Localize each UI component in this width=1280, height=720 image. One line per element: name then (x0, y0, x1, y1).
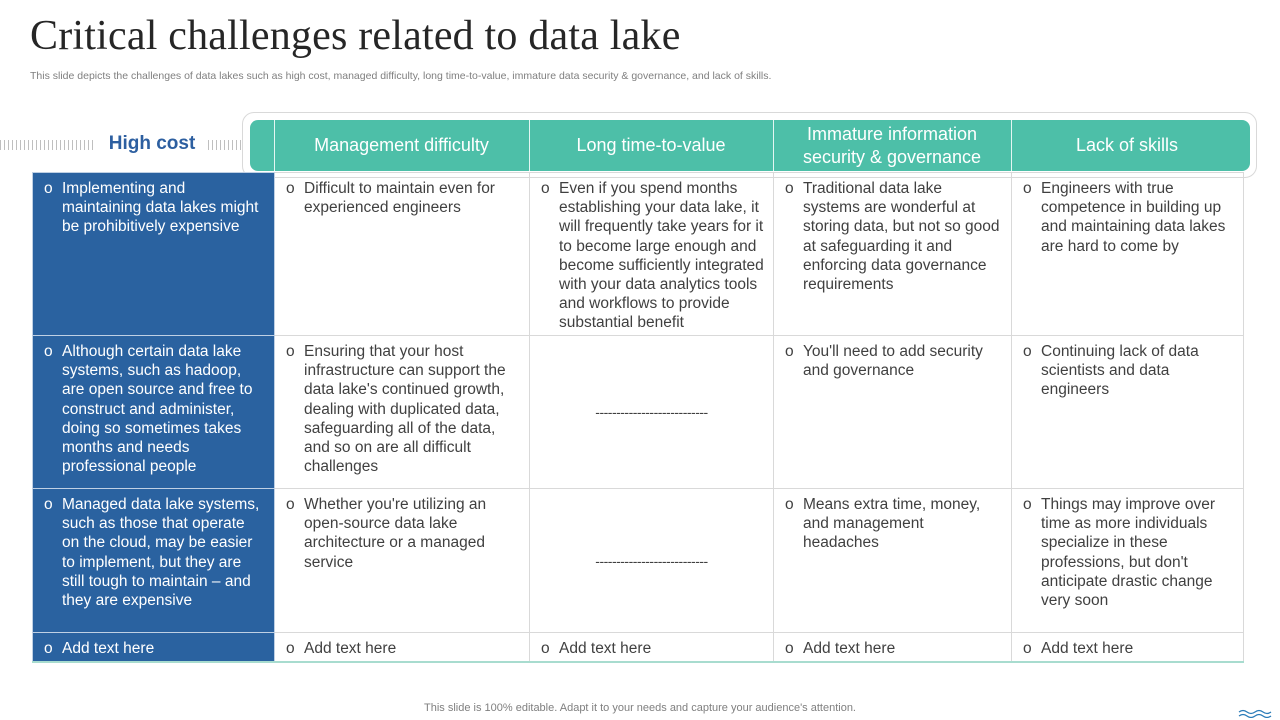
table-cell (275, 173, 530, 336)
wave-icon (1238, 708, 1272, 718)
bullet-text: o Add text here (1012, 633, 1243, 658)
bullet-text: o Managed data lake systems, such as those that operate on the cloud, may be easier to implement, but they are still tough to maintain – and they are expensive (33, 489, 274, 610)
bullet-text: o Add text here (275, 633, 529, 658)
table-cell (530, 173, 774, 336)
table-row (33, 489, 1244, 633)
bullet-text: o Ensuring that your host infrastructure can support the data lake's continued growth, dealing with duplicated data, safeguarding all of the data, and so on are all difficult challenges (275, 336, 529, 476)
table-cell (530, 489, 774, 633)
placeholder-dashes: --------------------------- (595, 404, 708, 420)
table-cell (275, 336, 530, 489)
table-cell (275, 489, 530, 633)
table-row (33, 173, 1244, 336)
decorative-lines-right (208, 140, 242, 150)
bullet-text: o Add text here (33, 633, 274, 658)
page-subtitle: This slide depicts the challenges of data lakes such as high cost, managed difficulty, long time-to-value, immature data security & governance, and lack of skills. (30, 70, 772, 82)
bullet-text: o Things may improve over time as more individuals specialize in these professions, but don't anticipate drastic change very soon (1012, 489, 1243, 610)
column-header-immature-security-governance: Immature information security & governance (802, 123, 982, 167)
table-cell (33, 173, 275, 336)
column-header-management-difficulty: Management difficulty (314, 135, 489, 155)
bullet-text: o Add text here (530, 633, 773, 658)
bullet-text: o Engineers with true competence in building up and maintaining data lakes are hard to come by (1012, 173, 1243, 256)
table-cell (774, 336, 1012, 489)
table-cell (275, 633, 530, 662)
table-cell (774, 633, 1012, 662)
table-row (33, 336, 1244, 489)
table-cell (774, 173, 1012, 336)
table-cell (1012, 173, 1244, 336)
bullet-text: o Difficult to maintain even for experienced engineers (275, 173, 529, 217)
table-cell (1012, 336, 1244, 489)
table-cell (33, 489, 275, 633)
table-cell (1012, 633, 1244, 662)
bullet-text: o Even if you spend months establishing your data lake, it will frequently take years for it to become large enough and become sufficiently integrated with your data analytics tools and workflows to provide substantial benefit (530, 173, 773, 333)
bullet-text: o Although certain data lake systems, such as hadoop, are open source and free to construct and administer, doing so sometimes takes months and needs professional people (33, 336, 274, 476)
bullet-text: o You'll need to add security and governance (774, 336, 1011, 380)
table-row (33, 633, 1244, 662)
table-cell (1012, 489, 1244, 633)
column-header-lack-of-skills: Lack of skills (1075, 135, 1179, 155)
challenges-table (32, 172, 1244, 663)
table-cell (774, 489, 1012, 633)
decorative-lines-left (0, 140, 96, 150)
bullet-text: o Add text here (774, 633, 1011, 658)
placeholder-dashes: --------------------------- (595, 552, 708, 569)
footer-note: This slide is 100% editable. Adapt it to your needs and capture your audience's attention. (424, 702, 856, 714)
table-cell (33, 633, 275, 662)
bullet-text: o Implementing and maintaining data lakes might be prohibitively expensive (33, 173, 274, 237)
column-header-long-time-to-value: Long time-to-value (576, 135, 726, 155)
header-separator (773, 120, 774, 171)
column-header-high-cost: High cost (100, 133, 204, 155)
table-cell (530, 336, 774, 489)
bullet-text: o Traditional data lake systems are wonderful at storing data, but not so good at safeguarding it and enforcing data governance requirements (774, 173, 1011, 294)
bullet-text: o Means extra time, money, and management headaches (774, 489, 1011, 553)
table-cell (530, 633, 774, 662)
bullet-text: o Continuing lack of data scientists and data engineers (1012, 336, 1243, 400)
page-title: Critical challenges related to data lake (30, 13, 681, 59)
bullet-text: o Whether you're utilizing an open-source data lake architecture or a managed service (275, 489, 529, 572)
table-cell (33, 336, 275, 489)
